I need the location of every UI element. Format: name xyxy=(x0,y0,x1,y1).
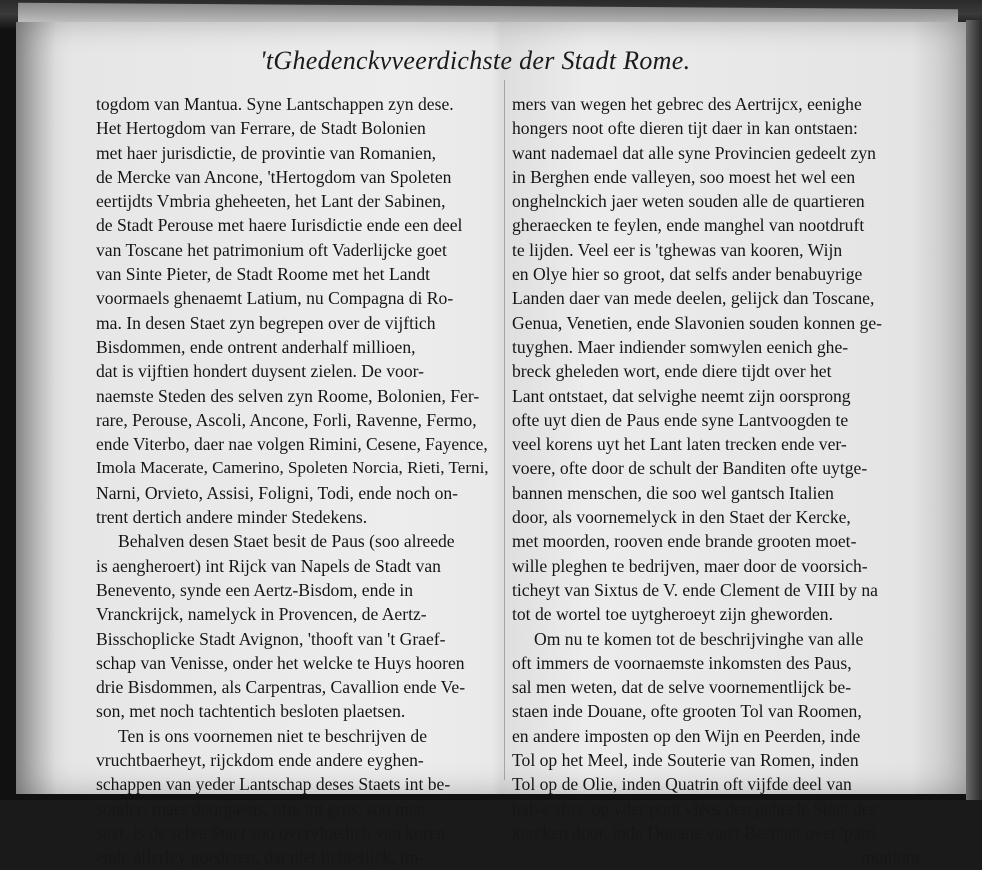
text-line: Om nu te komen tot de beschrijvinghe van alle xyxy=(534,628,864,649)
text-line: ofte uyt dien de Paus ende syne Lantvoogden te xyxy=(512,409,849,430)
text-line: naemste Steden des selven zyn Roome, Bolonien, Fer- xyxy=(96,385,480,406)
text-line: wille pleghen te bedrijven, maer door de voorsich- xyxy=(512,555,868,576)
text-line: want nademael dat alle syne Provincien gedeelt zyn xyxy=(512,142,876,163)
text-line: veel korens uyt het Lant laten trecken ende ver- xyxy=(512,434,847,455)
text-line: Bisschoplicke Stadt Avignon, 'thooft van 't Graef- xyxy=(96,628,446,649)
text-line: Landen daer van mede deelen, gelijck dan Toscane, xyxy=(512,288,875,309)
text-line: ende Viterbo, daer nae volgen Rimini, Cesene, Fayence, xyxy=(96,434,488,455)
text-line: bannen menschen, die soo wel gantsch Italien xyxy=(512,482,834,503)
text-line: Tol op de Olie, inden Quatrin oft vijfde deel van xyxy=(512,774,852,795)
text-line: tot de wortel toe uytgheroeyt zijn gheworden. xyxy=(512,604,833,625)
text-line: met moorden, rooven ende brande grooten moet- xyxy=(512,531,857,552)
text-line: de Stadt Perouse met haere Iurisdictie ende een deel xyxy=(96,215,463,236)
text-line: vruchtbaerheyt, rijckdom ende andere eyghen- xyxy=(96,750,424,771)
text-line: voormaels ghenaemt Latium, nu Compagna di Ro- xyxy=(96,288,454,309)
text-line: rare, Perouse, Ascoli, Ancone, Forli, Ravenne, Fermo, xyxy=(96,409,477,430)
text-line: trent dertich andere minder Stedekens. xyxy=(96,507,368,528)
text-line: halve stuy. op yder pont vlees den geheele Staet der xyxy=(512,798,876,819)
text-line: staen inde Douane, ofte grooten Tol van Roomen, xyxy=(512,701,862,722)
text-line: is aengheroert) int Rijck van Napels de Stadt van xyxy=(96,555,441,576)
text-line: in Berghen ende valleyen, soo moest het wel een xyxy=(512,166,856,187)
text-line: gheraecken te feylen, ende manghel van nootdruft xyxy=(512,215,865,236)
text-line: ma. In desen Staet zyn begrepen over de vijftich xyxy=(96,312,436,333)
text-line: Genua, Venetien, ende Slavonien souden konnen ge- xyxy=(512,312,883,333)
text-line: onghelnckich jaer weten souden alle de quartieren xyxy=(512,191,865,212)
text-line: Imola Macerate, Camerino, Spoleten Norcia, Rieti, Terni, xyxy=(96,458,489,478)
text-line: mers van wegen het gebrec des Aertrijcx, eenighe xyxy=(512,94,862,114)
text-line: togdom van Mantua. Syne Lantschappen zyn dese. xyxy=(96,94,454,114)
text-line: sal men weten, dat de selve voornementlijck be- xyxy=(512,677,852,698)
text-line: Benevento, synde een Aertz-Bisdom, ende in xyxy=(96,579,414,600)
text-line: en andere imposten op den Wijn en Peerden, inde xyxy=(512,725,861,746)
text-line: Het Hertogdom van Ferrare, de Stadt Bolonien xyxy=(96,118,426,139)
text-line: tuyghen. Maer indiender somwylen eenich ghe- xyxy=(512,336,849,357)
text-line: seyt, is de selve Staet soo overvloedich van koren xyxy=(96,822,446,843)
text-line: Tol op het Meel, inde Souterie van Romen, inden xyxy=(512,750,859,771)
text-line: oft immers de voornaemste inkomsten des Paus, xyxy=(512,652,852,673)
text-line: ticheyt van Sixtus de V. ende Clement de VIII by na xyxy=(512,579,878,600)
text-line: ende allerley goederen, dat niet lichtelijck, im- xyxy=(96,847,425,868)
text-line: door, als voornemelyck in den Staet der Kercke, xyxy=(512,507,851,528)
text-line: van Sinte Pieter, de Stadt Roome met het Landt xyxy=(96,264,430,285)
text-line: drie Bisdommen, als Carpentras, Cavallion ende Ve- xyxy=(96,677,466,698)
text-line: eertijdts Vmbria gheheeten, het Lant der Sabinen, xyxy=(96,191,446,212)
text-line: Ten is ons voornemen niet te beschrijven de xyxy=(118,725,428,746)
text-line: Behalven desen Staet besit de Paus (soo alreede xyxy=(118,531,455,552)
text-line: van Toscane het patrimonium oft Vaderlijcke goet xyxy=(96,239,447,260)
column-rule xyxy=(504,80,505,780)
right-column xyxy=(512,92,924,870)
text-line: voere, ofte door de schult der Banditen ofte uytge- xyxy=(512,458,868,479)
text-line: Vranckrijck, namelyck in Provencen, de Aertz- xyxy=(96,604,427,625)
text-line: dat is vijftien hondert duysent zielen. De voor- xyxy=(96,361,424,382)
text-line: en Olye hier so groot, dat selfs ander benabuyrige xyxy=(512,264,863,285)
text-line: te lijden. Veel eer is 'tghewas van kooren, Wijn xyxy=(512,239,843,260)
text-line: de Mercke van Ancone, 'tHertogdom van Spoleten xyxy=(96,166,452,187)
text-line: breck gheleden wort, ende diere tijdt over het xyxy=(512,361,832,382)
page-shadow xyxy=(16,22,56,794)
text-line: Narni, Orvieto, Assisi, Foligni, Todi, ende noch on- xyxy=(96,482,459,503)
text-line: son, met noch tachtentich besloten plaetsen. xyxy=(96,701,406,722)
text-line: met haer jurisdictie, de provintie van Romanien, xyxy=(96,142,437,163)
left-column xyxy=(96,92,489,870)
text-line: monium. xyxy=(860,847,924,868)
text-line: hongers noot ofte dieren tijt daer in kan ontstaen: xyxy=(512,118,858,139)
text-line: kercken door, inde Douane van't Bestiael over 'patri- xyxy=(512,822,883,843)
text-line: sonder: maer doorgaens, ofte int gros, soo men xyxy=(96,798,426,819)
text-line: Lant ontstaet, dat selvighe neemt zijn oorsprong xyxy=(512,385,851,406)
running-head: 'tGhedenckvveerdichste der Stadt Rome. xyxy=(260,46,691,75)
text-line: Bisdommen, ende ontrent anderhalf millioen, xyxy=(96,336,416,357)
next-page-edge xyxy=(966,20,982,800)
text-line: schappen van yeder Lantschap deses Staets int be- xyxy=(96,774,451,795)
text-line: schap van Venisse, onder het welcke te Huys hooren xyxy=(96,652,465,673)
